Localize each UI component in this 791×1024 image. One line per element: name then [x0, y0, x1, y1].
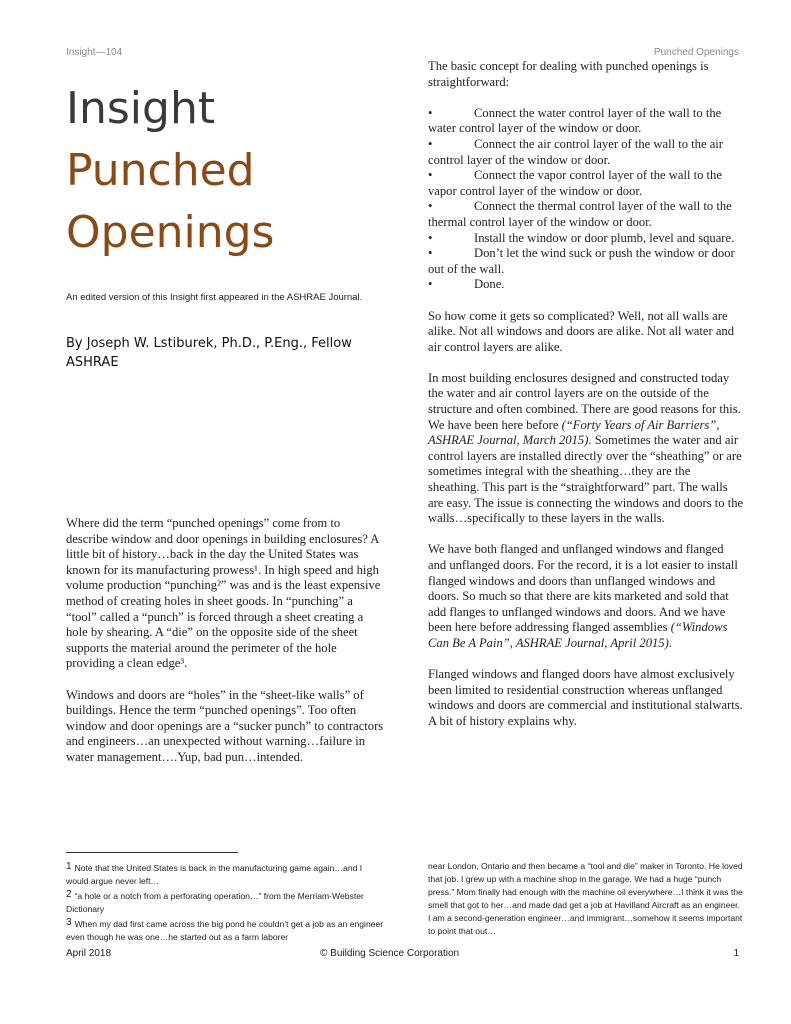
bullet-item: • Install the window or door plumb, level and square. [428, 230, 735, 245]
citation-windows-pain: (“Windows Can Be A Pain”, ASHRAE Journal, April 2015) [428, 620, 728, 650]
paragraph-holes: Windows and doors are “holes” in the “sheet-like walls” of buildings. Hence the term “punched openings”. Too often window and door openings are a “sucker punch” to contractors and engineers…an unexpected without warning…failure in water management….Yup, bad pun…intended. [66, 687, 384, 764]
footnote-3-continued: near London, Ontario and then became a “tool and die” maker in Toronto. He loved that job. I grew up with a machine shop in the garage. We had a huge “punch press.” Mom finally had enough with the machine oil everywhere…I think it was the smell that got to her…and made dad get a job at Havilland Aircraft as an engineer. I am a second-generation engineer…and immigrant…somehow it seems important to point that out… [428, 861, 743, 936]
paragraph-origin: Where did the term “punched openings” come from to describe window and door openings in building enclosures? A little bit of history…back in the day the United States was known for its manufacturing prowess¹. In high speed and high volume production “punching²” was and is the least expensive method of creating holes in sheet goods. In “punching” a “tool” called a “punch” is forced through a sheet creating a hole by shearing. A “die” on the opposite side of the sheet supports the material around the perimeter of the hole providing a clean edge³. [66, 516, 381, 671]
paragraph-flanged: We have both flanged and unflanged windows and flanged and unflanged doors. For the record, it is a lot easier to install flanged windows and doors than unflanged windows and doors. So much so that there are kits marketed and sold that add flanges to unflanged windows and doors. And we have been here before addressing flanged assemblies (“Windows Can Be A Pain”, ASHRAE Journal, April 2015). [428, 542, 738, 650]
footnote-divider [66, 852, 238, 853]
bullet-symbol: • [428, 246, 433, 261]
bullet-symbol: • [428, 230, 433, 245]
bullet-item: • Done. [428, 277, 505, 292]
bullet-symbol: • [428, 199, 433, 214]
bullet-item: • Connect the thermal control layer of the wall to the thermal control layer of the window or door. [428, 199, 732, 229]
document-title [66, 78, 274, 264]
bullet-item: • Don’t let the wind suck or push the window or door out of the wall. [428, 246, 735, 276]
footnotes-right [428, 860, 744, 938]
paragraph-basic-concept: The basic concept for dealing with punched openings is straightforward: [428, 59, 709, 89]
bullet-symbol: • [428, 136, 433, 151]
paragraph-complicated: So how come it gets so complicated? Well, not all walls are alike. Not all windows and doors are alike. Not all water and air control layers are alike. [428, 308, 735, 354]
left-column [66, 516, 384, 781]
bullet-symbol: • [428, 168, 433, 183]
author-byline: By Joseph W. Lstiburek, Ph.D., P.Eng., Fellow ASHRAE [66, 336, 352, 370]
footer-copyright: © Building Science Corporation [320, 948, 460, 959]
bullet-list [428, 106, 744, 293]
paragraph-history: Flanged windows and flanged doors have almost exclusively been limited to residential construction whereas unflanged windows and doors are commercial and institutional stalwarts. A bit of history explains why. [428, 667, 743, 728]
bullet-item: • Connect the water control layer of the wall to the water control layer of the window or door. [428, 105, 722, 136]
running-header-left: Insight—104 [66, 47, 123, 58]
footnote-2: $^2$ “a hole or a notch from a perforating operation…” from the Merriam-Webster Dictionary [66, 889, 364, 914]
bullet-symbol: • [428, 277, 433, 292]
citation-air-barriers: (“Forty Years of Air Barriers”, ASHRAE Journal, March 2015) [428, 417, 720, 448]
title-line-openings: Openings [66, 207, 275, 258]
bullet-symbol: • [428, 105, 433, 120]
footer-page-number: 1 [733, 948, 739, 959]
title-line-punched: Punched [66, 145, 255, 196]
paragraph-control-layers: In most building enclosures designed and constructed today the water and air control layers are on the outside of the structure and often combined. There are good reasons for this. We have been here before (“Forty Years of Air Barriers”, ASHRAE Journal, March 2015). Sometimes the water and air control layers are installed directly over the “sheathing” or are sometimes integral with the sheathing…they are the sheathing. This part is the “straightforward” part. The walls are easy. The issue is connecting the windows and doors to the walls…specifically to these layers in the walls. [428, 370, 744, 526]
title-line-insight: Insight [66, 83, 216, 134]
footer-date: April 2018 [66, 948, 112, 959]
footnote-1: $^1$ Note that the United States is back in the manufacturing game again…and I would argue never left… [66, 861, 363, 886]
bullet-item: • Connect the vapor control layer of the wall to the vapor control layer of the window or door. [428, 168, 722, 198]
footnote-3: $^3$ When my dad first came across the big pond he couldn’t get a job as an engineer even though he was one…he started out as a farm laborer [66, 917, 384, 942]
publication-note: An edited version of this Insight first appeared in the ASHRAE Journal. [66, 292, 363, 303]
running-header-right: Punched Openings [653, 47, 739, 58]
bullet-item: • Connect the air control layer of the wall to the air control layer of the window or door. [428, 136, 723, 167]
footnotes-left [66, 860, 384, 944]
right-column [428, 59, 744, 745]
